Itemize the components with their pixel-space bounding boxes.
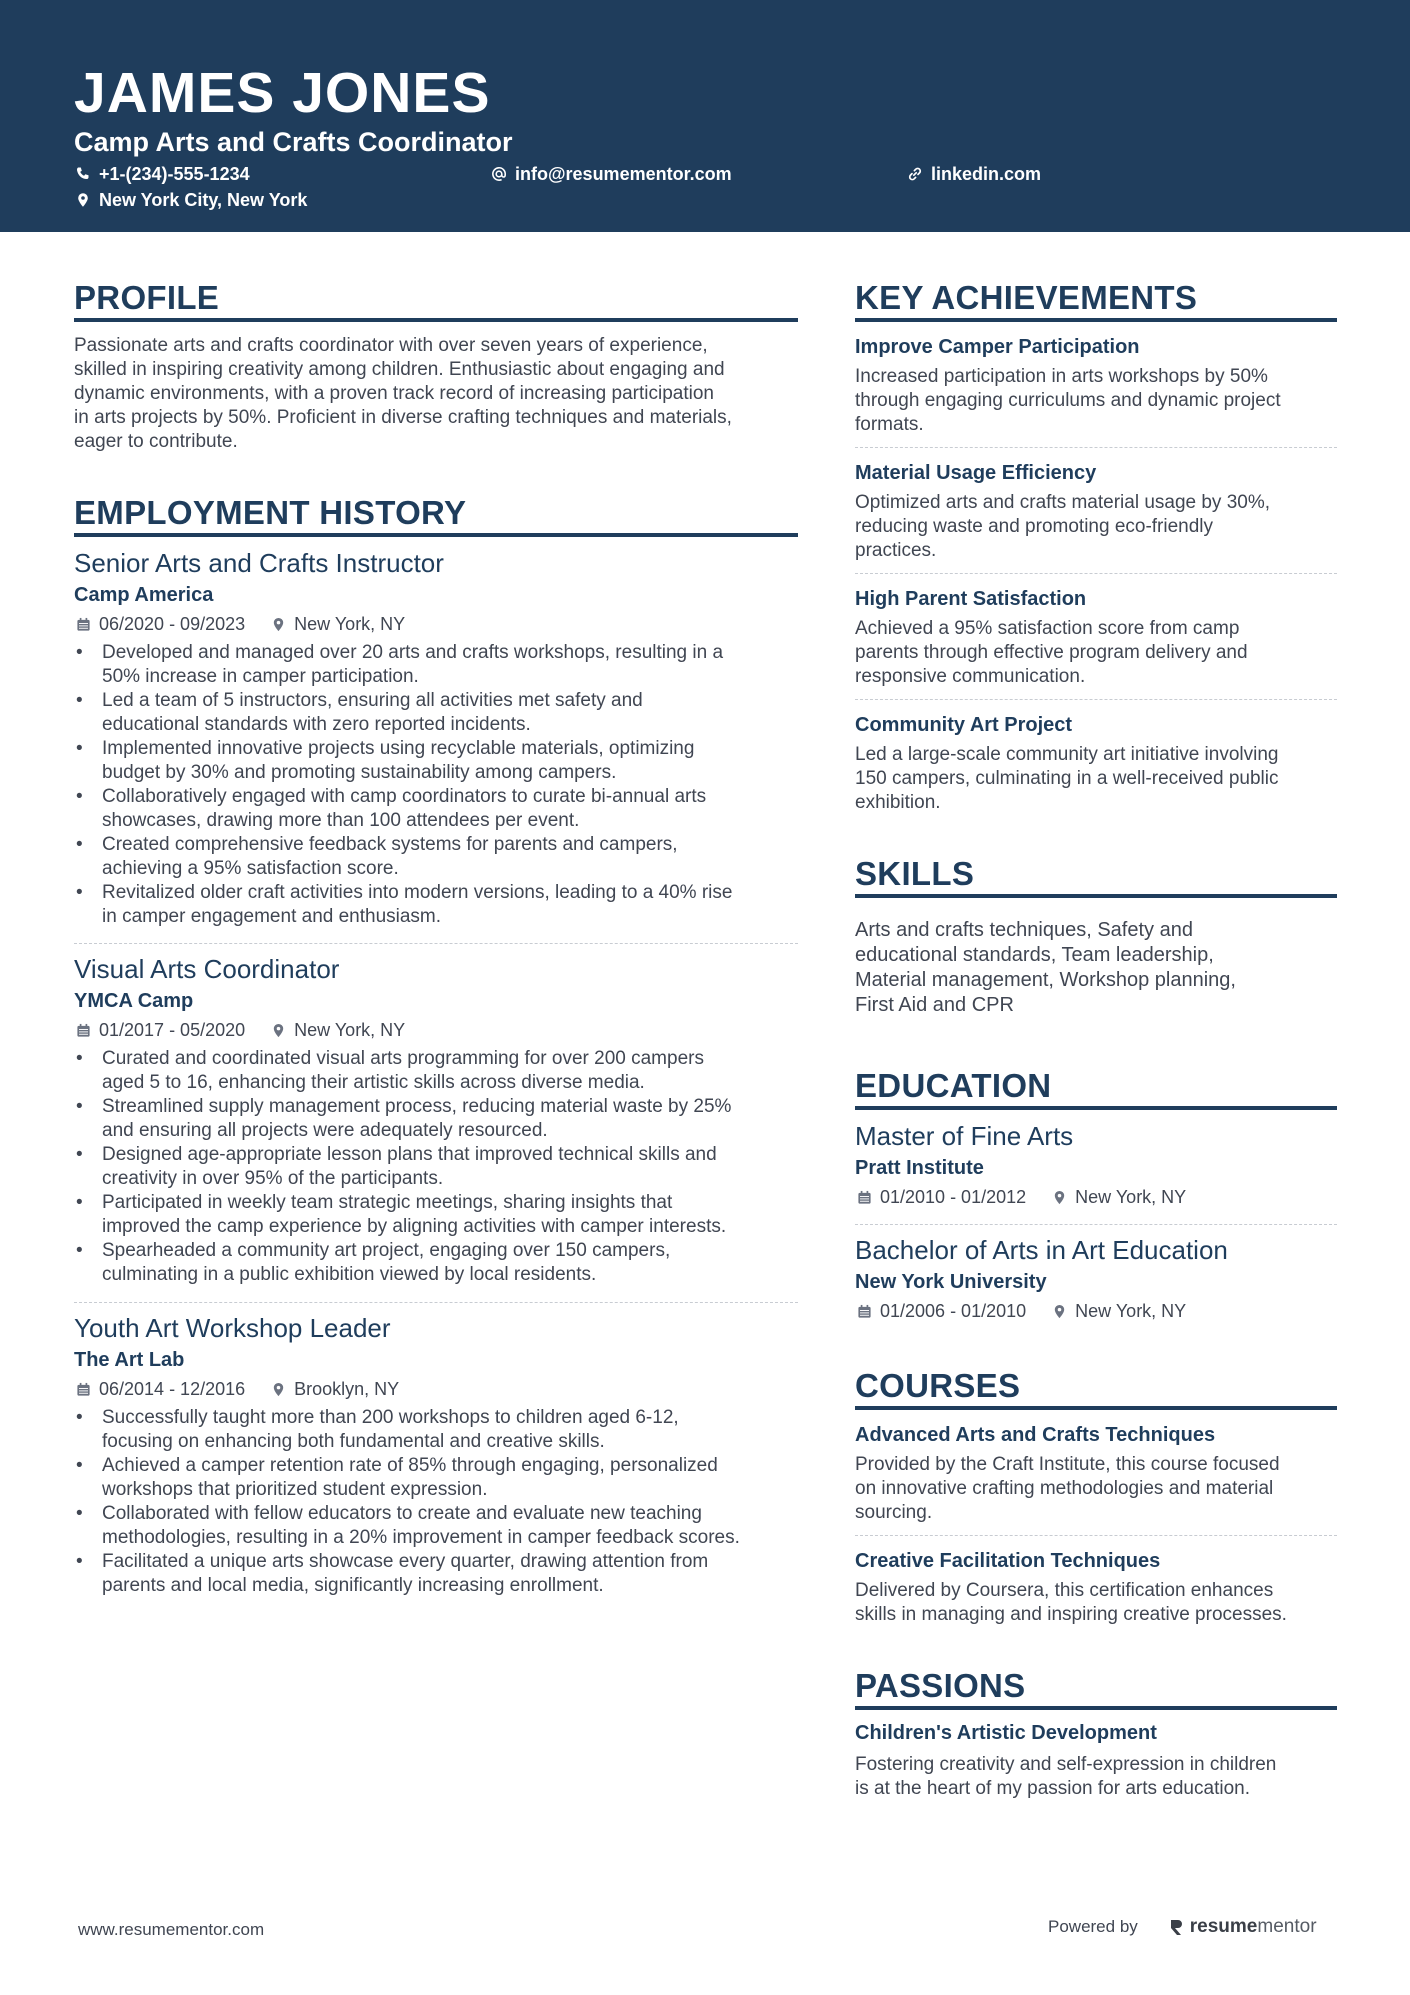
calendar-icon [76,617,91,632]
brand-name-light: mentor [1257,1916,1317,1937]
job-title: Youth Art Workshop Leader [74,1313,391,1343]
job-bullet: • Curated and coordinated visual arts programming for over 200 campers aged 5 to 16, enhancing their artistic skills across diverse media. [74,1047,804,1095]
profile-heading: PROFILE [74,279,220,316]
passion-desc: Fostering creativity and self-expression in children is at the heart of my passion for arts education. [855,1754,1277,1799]
powered-by-label: Powered by [1048,1917,1138,1936]
achievement-desc: Increased participation in arts workshops by 50% through engaging curriculums and dynamic project formats. [855,366,1281,435]
job-divider [74,1302,798,1303]
candidate-title: Camp Arts and Crafts Coordinator [74,127,513,157]
achievement-divider [855,573,1337,574]
job-entry [74,1312,804,1598]
profile-line: skilled in inspiring creativity among children. Enthusiastic about engaging and [74,359,725,380]
linkedin-text: linkedin.com [931,164,1042,184]
course-desc: Delivered by Coursera, this certification enhances skills in managing and inspiring creative processes. [855,1580,1287,1625]
job-location: Brooklyn, NY [294,1379,400,1399]
course-divider [855,1535,1337,1536]
phone-icon [75,166,91,182]
job-divider [74,943,798,944]
job-bullet: • Led a team of 5 instructors, ensuring all activities met safety and educational standards with zero reported incidents. [74,689,804,737]
education-item [855,1120,1345,1208]
job-bullet: • Collaboratively engaged with camp coordinators to curate bi-annual arts showcases, drawing more than 100 attendees per event. [74,785,804,833]
passions-heading: PASSIONS [855,1667,1026,1704]
education-location: New York, NY [1075,1187,1187,1207]
location-pin-icon [1052,1190,1067,1205]
achievement-item [855,461,1345,563]
job-bullets [74,1047,804,1287]
achievement-item [855,587,1345,689]
footer-website[interactable]: www.resumementor.com [78,1920,265,1939]
job-dates: 06/2020 - 09/2023 [99,614,246,634]
job-bullet: • Implemented innovative projects using recyclable materials, optimizing budget by 30% and promoting sustainability among campers. [74,737,804,785]
education-dates: 01/2010 - 01/2012 [880,1187,1027,1207]
job-bullet: • Created comprehensive feedback systems for parents and campers, achieving a 95% satisfaction score. [74,833,804,881]
achievement-title: Community Art Project [855,714,1073,736]
brand-logo[interactable] [1168,1916,1317,1938]
education-degree: Bachelor of Arts in Art Education [855,1235,1228,1265]
job-bullet: • Revitalized older craft activities into modern versions, leading to a 40% rise in camper engagement and enthusiasm. [74,881,804,929]
footer-branding [1048,1916,1317,1938]
achievement-desc: Led a large-scale community art initiative involving 150 campers, culminating in a well-received public exhibition. [855,744,1279,813]
job-bullets [74,1406,804,1598]
brand-name-bold: resume [1189,1916,1258,1937]
achievement-item [855,335,1345,437]
achievements-rule [855,318,1337,322]
achievements-heading: KEY ACHIEVEMENTS [855,279,1198,316]
location-pin-icon [271,1382,286,1397]
contact-phone[interactable] [75,163,250,185]
email-text: info@resumementor.com [515,164,732,184]
passions-rule [855,1706,1337,1710]
achievement-item [855,713,1345,815]
achievement-divider [855,447,1337,448]
job-dates: 01/2017 - 05/2020 [99,1020,246,1040]
education-school: Pratt Institute [855,1157,984,1179]
employment-heading: EMPLOYMENT HISTORY [74,494,467,531]
job-title: Visual Arts Coordinator [74,954,340,984]
courses-rule [855,1406,1337,1410]
job-bullet: • Achieved a camper retention rate of 85% through engaging, personalized workshops that prioritized student expression. [74,1454,804,1502]
job-company: YMCA Camp [74,990,194,1012]
achievement-desc: Achieved a 95% satisfaction score from camp parents through effective program delivery and responsive communication. [855,618,1248,687]
profile-line: dynamic environments, with a proven track record of increasing participation [74,383,714,404]
achievement-title: Improve Camper Participation [855,336,1140,358]
course-item [855,1549,1345,1627]
education-meta [855,1186,1345,1208]
job-entry [74,953,804,1287]
course-desc: Provided by the Craft Institute, this course focused on innovative crafting methodologies and material sourcing. [855,1454,1280,1523]
courses-heading: COURSES [855,1367,1021,1404]
link-icon [907,166,923,182]
education-divider [855,1224,1337,1225]
job-company: The Art Lab [74,1349,185,1371]
at-icon [491,166,507,182]
education-meta [855,1300,1345,1322]
brand-logo-icon [1168,1917,1186,1937]
job-entry [74,547,804,929]
education-item [855,1234,1345,1322]
employment-rule [74,533,798,537]
job-bullet: • Designed age-appropriate lesson plans that improved technical skills and creativity in over 95% of the participants. [74,1143,804,1191]
job-location: New York, NY [294,614,406,634]
profile-line: eager to contribute. [74,431,238,452]
job-bullets [74,641,804,929]
calendar-icon [857,1304,872,1319]
candidate-name: JAMES JONES [74,61,491,125]
location-pin-icon [1052,1304,1067,1319]
calendar-icon [76,1023,91,1038]
contact-location [75,189,307,211]
job-location: New York, NY [294,1020,406,1040]
profile-rule [74,318,798,322]
achievement-title: Material Usage Efficiency [855,462,1097,484]
skills-list: Arts and crafts techniques, Safety and educational standards, Team leadership, Material management, Workshop planning, First Aid and CPR [855,919,1236,1016]
contact-email[interactable] [491,163,732,185]
location-pin-icon [271,1023,286,1038]
profile-summary [74,334,804,454]
calendar-icon [857,1190,872,1205]
profile-line: Passionate arts and crafts coordinator with over seven years of experience, [74,335,708,356]
education-degree: Master of Fine Arts [855,1121,1074,1151]
job-bullet: • Streamlined supply management process, reducing material waste by 25% and ensuring all projects were adequately resourced. [74,1095,804,1143]
job-bullet: • Participated in weekly team strategic meetings, sharing insights that improved the camp experience by aligning activities with camper interests. [74,1191,804,1239]
profile-line: in arts projects by 50%. Proficient in diverse crafting techniques and materials, [74,407,732,428]
job-bullet: • Spearheaded a community art project, engaging over 150 campers, culminating in a public exhibition viewed by local residents. [74,1239,804,1287]
achievement-desc: Optimized arts and crafts material usage by 30%, reducing waste and promoting eco-friendly practices. [855,492,1271,561]
education-heading: EDUCATION [855,1067,1052,1104]
skills-rule [855,894,1337,898]
passion-item [855,1721,1345,1801]
education-rule [855,1106,1337,1110]
header-banner [0,0,1410,232]
job-bullet: • Facilitated a unique arts showcase every quarter, drawing attention from parents and local media, significantly increasing enrollment. [74,1550,804,1598]
course-title: Advanced Arts and Crafts Techniques [855,1424,1216,1446]
job-bullet: • Collaborated with fellow educators to create and evaluate new teaching methodologies, resulting in a 20% improvement in camper feedback scores. [74,1502,804,1550]
job-bullet: • Successfully taught more than 200 workshops to children aged 6-12, focusing on enhancing both fundamental and creative skills. [74,1406,804,1454]
achievement-title: High Parent Satisfaction [855,588,1087,610]
course-title: Creative Facilitation Techniques [855,1550,1161,1572]
education-dates: 01/2006 - 01/2010 [880,1301,1027,1321]
location-pin-icon [271,617,286,632]
job-meta [74,1378,804,1400]
skills-heading: SKILLS [855,855,975,892]
job-bullet: • Developed and managed over 20 arts and crafts workshops, resulting in a 50% increase in camper participation. [74,641,804,689]
job-meta [74,613,804,635]
achievement-divider [855,699,1337,700]
job-title: Senior Arts and Crafts Instructor [74,548,444,578]
passion-title: Children's Artistic Development [855,1722,1157,1744]
job-dates: 06/2014 - 12/2016 [99,1379,246,1399]
course-item [855,1423,1345,1525]
contact-linkedin[interactable] [907,163,1041,185]
education-location: New York, NY [1075,1301,1187,1321]
calendar-icon [76,1382,91,1397]
job-company: Camp America [74,584,214,606]
phone-text: +1-(234)-555-1234 [99,164,250,184]
education-school: New York University [855,1271,1047,1293]
job-meta [74,1019,804,1041]
location-text: New York City, New York [99,190,308,210]
location-pin-icon [75,192,91,208]
